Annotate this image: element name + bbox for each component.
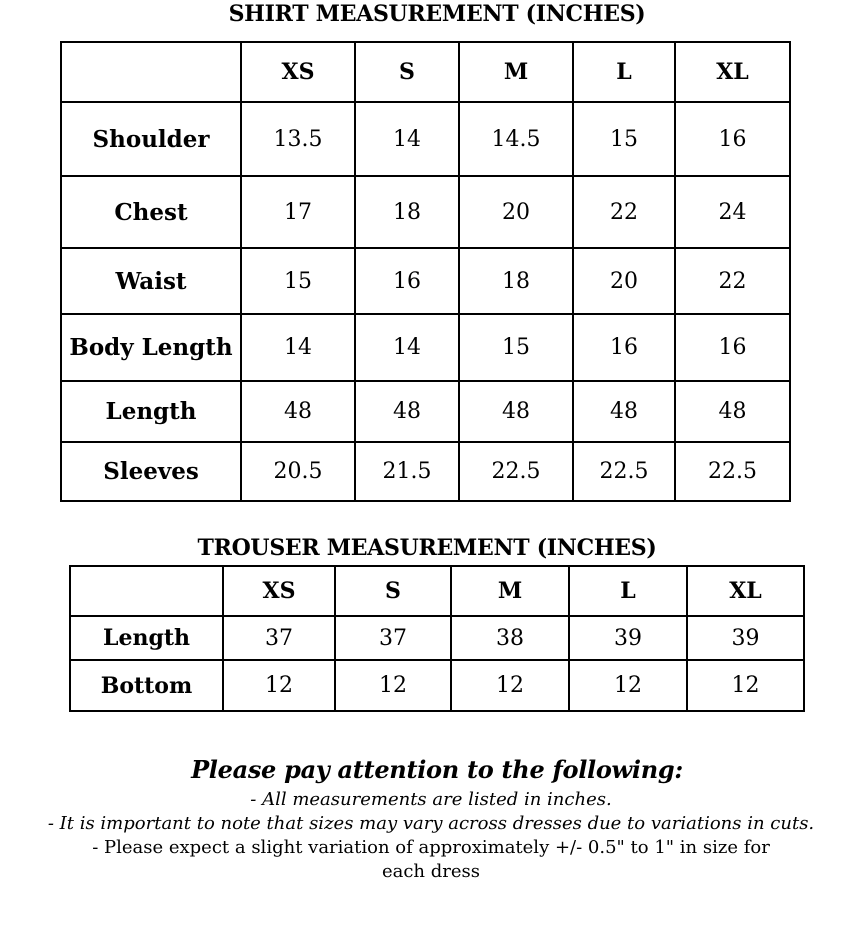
value-cell: 16	[675, 314, 790, 381]
value-cell: 14	[355, 102, 459, 176]
shirt-size-header: XL	[675, 42, 790, 102]
value-cell: 39	[687, 616, 804, 660]
trouser-corner-cell	[70, 566, 223, 616]
row-label: Waist	[61, 248, 241, 314]
shirt-row-shoulder	[61, 102, 790, 176]
shirt-measurement-title: SHIRT MEASUREMENT (INCHES)	[228, 1, 646, 27]
note-line: - Please expect a slight variation of approximately +/- 0.5" to 1" in size for each dress	[92, 837, 770, 882]
trouser-header-row	[70, 566, 804, 616]
value-cell: 37	[223, 616, 335, 660]
value-cell: 22.5	[573, 442, 675, 501]
value-cell: 39	[569, 616, 687, 660]
shirt-row-waist	[61, 248, 790, 314]
trouser-size-header: XL	[687, 566, 804, 616]
trouser-measurement-title: TROUSER MEASUREMENT (INCHES)	[197, 535, 657, 561]
shirt-row-body-length	[61, 314, 790, 381]
note-line: - It is important to note that sizes may vary across dresses due to variations in cuts.	[47, 813, 815, 834]
value-cell: 48	[459, 381, 573, 442]
row-label: Length	[70, 616, 223, 660]
shirt-corner-cell	[61, 42, 241, 102]
value-cell: 38	[451, 616, 569, 660]
value-cell: 21.5	[355, 442, 459, 501]
value-cell: 24	[675, 176, 790, 248]
notes-section	[0, 754, 862, 884]
value-cell: 22.5	[675, 442, 790, 501]
shirt-row-sleeves	[61, 442, 790, 501]
value-cell: 15	[573, 102, 675, 176]
value-cell: 13.5	[241, 102, 355, 176]
value-cell: 14	[241, 314, 355, 381]
value-cell: 14.5	[459, 102, 573, 176]
value-cell: 15	[241, 248, 355, 314]
value-cell: 20	[459, 176, 573, 248]
value-cell: 20.5	[241, 442, 355, 501]
row-label: Body Length	[61, 314, 241, 381]
row-label: Bottom	[70, 660, 223, 711]
trouser-size-header: M	[451, 566, 569, 616]
trouser-measurement-table	[69, 565, 805, 712]
value-cell: 14	[355, 314, 459, 381]
value-cell: 48	[241, 381, 355, 442]
value-cell: 22	[675, 248, 790, 314]
note-line: - All measurements are listed in inches.	[250, 789, 612, 810]
trouser-size-header: XS	[223, 566, 335, 616]
row-label: Shoulder	[61, 102, 241, 176]
value-cell: 15	[459, 314, 573, 381]
row-label: Chest	[61, 176, 241, 248]
notes-heading: Please pay attention to the following:	[191, 755, 683, 784]
shirt-size-header: M	[459, 42, 573, 102]
value-cell: 48	[355, 381, 459, 442]
value-cell: 17	[241, 176, 355, 248]
shirt-size-header: XS	[241, 42, 355, 102]
value-cell: 37	[335, 616, 451, 660]
value-cell: 12	[335, 660, 451, 711]
value-cell: 16	[573, 314, 675, 381]
shirt-measurement-table	[60, 41, 791, 502]
trouser-row-length	[70, 616, 804, 660]
row-label: Length	[61, 381, 241, 442]
shirt-row-chest	[61, 176, 790, 248]
value-cell: 12	[223, 660, 335, 711]
value-cell: 22	[573, 176, 675, 248]
value-cell: 12	[451, 660, 569, 711]
trouser-size-header: S	[335, 566, 451, 616]
shirt-size-header: L	[573, 42, 675, 102]
value-cell: 12	[687, 660, 804, 711]
value-cell: 12	[569, 660, 687, 711]
row-label: Sleeves	[61, 442, 241, 501]
value-cell: 16	[355, 248, 459, 314]
trouser-row-bottom	[70, 660, 804, 711]
shirt-row-length	[61, 381, 790, 442]
value-cell: 48	[573, 381, 675, 442]
value-cell: 20	[573, 248, 675, 314]
value-cell: 18	[355, 176, 459, 248]
value-cell: 16	[675, 102, 790, 176]
note-wrap	[71, 836, 791, 884]
shirt-size-header: S	[355, 42, 459, 102]
value-cell: 22.5	[459, 442, 573, 501]
value-cell: 48	[675, 381, 790, 442]
trouser-size-header: L	[569, 566, 687, 616]
value-cell: 18	[459, 248, 573, 314]
shirt-header-row	[61, 42, 790, 102]
